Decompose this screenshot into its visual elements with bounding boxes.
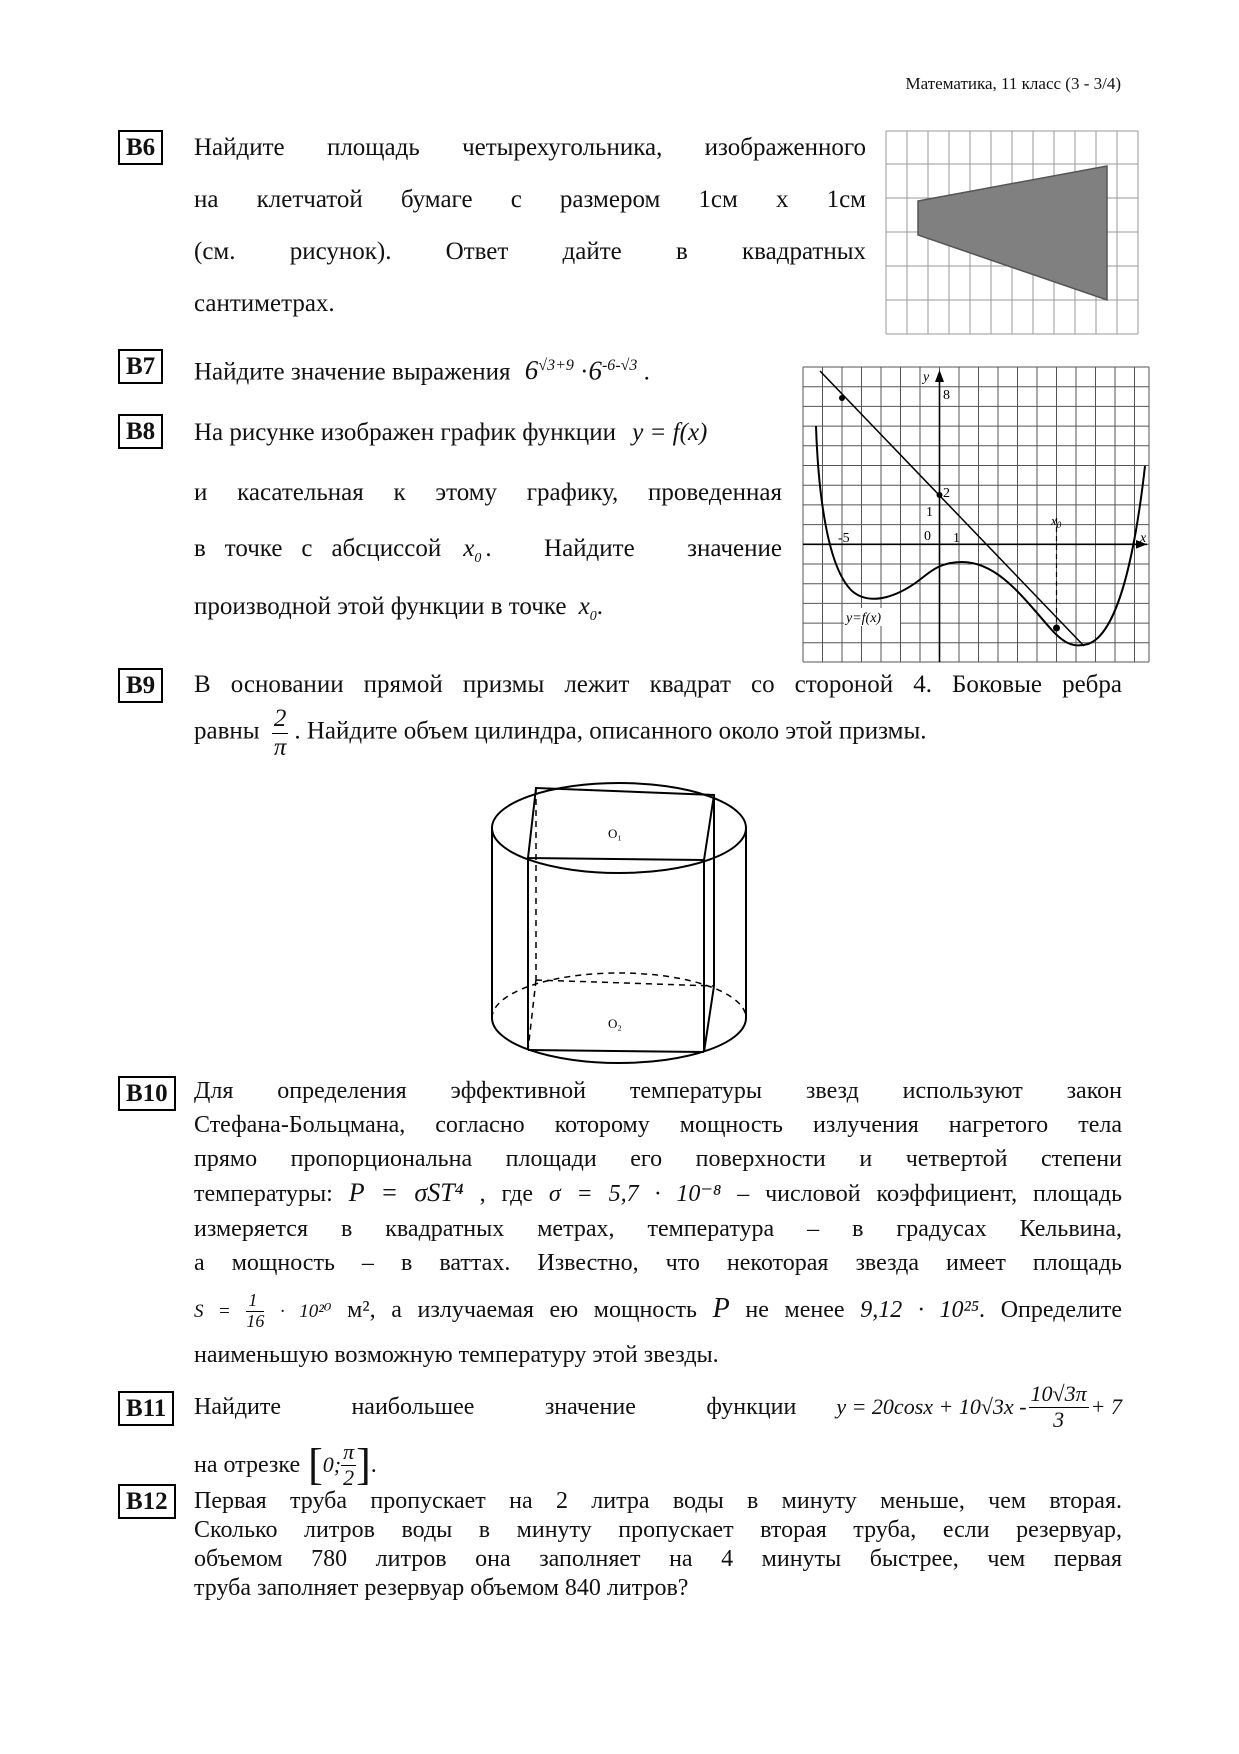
task-b12-text [194,1487,1122,1603]
b7-exp-1: √3+9 [538,357,574,374]
prism-bottom-left-dashed [528,980,536,1050]
b9-frac-num: 2 [273,705,287,732]
b11-interval-a: 0; [322,1452,342,1477]
b10-line-1: Для определения эффективной температуры звезд используют закон [194,1078,1122,1104]
b10-line-6: а мощность – в ваттах. Известно, что некоторая звезда имеет площадь [194,1250,1122,1276]
y-axis-arrow-icon [935,370,944,382]
b10-sigma: σ = 5,7 · 10⁻⁸ [548,1181,722,1207]
b7-exp-2: -6-√3 [601,357,638,374]
b9-line-2-text: равны [194,717,260,745]
task-label-b12: B12 [118,1484,176,1519]
cylinder-bottom-back-dashed [492,973,746,1018]
b10-line-4-b: , где [479,1181,533,1207]
b6-line-4: сантиметрах. [194,290,335,317]
b10-s-post: · 10²⁰ [280,1301,332,1322]
center-label-o1: O₁ [608,826,622,841]
tangent-line [820,371,1084,646]
task-b8-text [194,408,782,636]
b9-fraction [272,705,289,761]
b10-line-2: Стефана-Больцмана, согласно которому мощность излучения нагретого тела [194,1112,1122,1138]
task-b6-text [194,122,866,330]
b7-base-2: 6 [588,355,602,386]
b11-end: . [370,1451,377,1478]
b10-unit: м² [347,1297,370,1323]
b11-func-frac [1029,1382,1089,1431]
b8-end: . [596,593,604,620]
prism-bottom-front [528,1050,704,1052]
task-label-b8: B8 [118,414,163,449]
b8-x0-sub: 0 [474,551,482,566]
b8-line-3-text: в точке с абсциссой [194,535,442,562]
b10-line-3: прямо пропорциональна площади его поверхности и четвертой степени [194,1146,1122,1172]
prism-bottom-back-dashed [536,980,714,986]
b11-interval-frac [341,1440,356,1489]
b8-line-1-text: На рисунке изображен график функции [194,419,616,446]
b10-line-7 [194,1280,1122,1338]
b10-line-4 [194,1176,1122,1212]
tick-label-y8: 8 [943,388,950,403]
b11-interval-num: π [343,1439,355,1465]
cylinder-prism-figure [486,778,752,1070]
b11-func-post: + 7 [1090,1394,1122,1419]
b11-func-num: 10√3π [1030,1381,1087,1407]
tick-label-origin: 0 [924,529,931,544]
b9-line-1: В основании прямой призмы лежит квадрат со стороной 4. Боковые ребра [194,671,1122,698]
b8-x0 [463,520,481,578]
tick-label-y2: 2 [943,486,950,501]
prism-bottom-right [704,986,714,1052]
b7-question: Найдите значение выражения [194,358,511,386]
b6-line-2: на клетчатой бумаге с размером 1см х 1см [194,186,866,213]
task-b7-text [194,346,650,392]
b8-line-1 [194,408,782,466]
page-header: Математика, 11 класс (3 - 3/4) [905,74,1121,93]
task-label-b9: B9 [118,668,163,703]
b12-line-4: труба заполняет резервуар объемом 840 литров? [194,1575,689,1601]
b10-line-7-a: , а излучаемая ею мощность [369,1297,697,1323]
b11-bracket-right: ] [356,1440,371,1489]
task-label-b6: B6 [118,130,163,165]
b6-line-3: (см. рисунок). Ответ дайте в квадратных [194,238,866,265]
task-b10-text [194,1074,1122,1374]
b10-line-4-a: температуры: [194,1181,333,1207]
x-axis-label: x [1140,531,1147,546]
task-b9-text [194,665,1122,761]
b11-interval-den: 2 [343,1464,355,1490]
b8-x0-var: x [463,535,475,562]
b8-line-4-text: производной этой функции в точке [194,593,567,620]
b7-base-1: 6 [524,355,539,386]
b10-s-num: 1 [246,1291,264,1312]
b10-line-8: наименьшую возможную температуру этой звезды. [194,1342,719,1368]
b8-func: y = f(x) [632,419,708,446]
b8-line-4 [194,578,782,636]
b11-question: Найдите наибольшее значение функции [194,1393,797,1420]
prism-top-face [528,788,714,860]
grid-figure-b6 [885,130,1141,336]
x0-tick-label: $x_0$ [1051,513,1062,530]
b11-func-den: 3 [1053,1406,1065,1432]
tick-label-x1: 1 [953,531,960,546]
b10-line-7-c: . Определите [979,1297,1123,1323]
b10-line-7-b: не менее [745,1297,845,1323]
b7-dot: · [580,358,589,386]
b9-line-2-end: . Найдите объем цилиндра, описанного около этой призмы. [294,717,927,745]
b9-frac-den: π [273,733,287,761]
tick-label-xm5: -5 [838,531,850,546]
tangent-point-2 [937,492,943,498]
curve-label: y=f(x) [846,611,882,626]
b7-end: . [643,358,650,386]
task-label-b10: B10 [118,1076,176,1111]
b8-x0-sub-2: 0 [589,609,597,624]
b11-bracket-left: [ [308,1440,323,1489]
b8-x0-var-2: x [578,593,590,620]
b8-line-2: и касательная к этому графику, проведенная [194,479,782,506]
task-b11-text [194,1376,1122,1492]
b12-line-1: Первая труба пропускает на 2 литра воды в минуту меньше, чем вторая. [194,1488,1122,1514]
tangent-point-x0 [1053,625,1060,632]
b11-line-2-text: на отрезке [194,1451,301,1478]
b10-line-4-c: – числовой коэффициент, площадь [737,1181,1123,1207]
function-graph-b8 [802,366,1150,664]
tick-label-y1: 1 [926,505,933,520]
task-label-b7: B7 [118,349,163,384]
b10-line-5: измеряется в квадратных метрах, температура – в градусах Кельвина, [194,1216,1122,1242]
b10-p: P [712,1293,730,1324]
b12-line-3: объемом 780 литров она заполняет на 4 минуты быстрее, чем первая [194,1546,1122,1572]
b10-s-frac [246,1291,264,1332]
tangent-point-1 [839,395,845,401]
b11-func-pre: y = 20cosx + 10√3x - [836,1394,1027,1419]
b10-pval: 9,12 · 10²⁵ [860,1297,980,1323]
b10-s-pre: S = [194,1301,231,1322]
b11-line-2 [194,1438,1122,1492]
b11-line-1 [194,1376,1122,1438]
b8-line-3-end: . Найдите значение [485,535,782,562]
b8-line-3 [194,520,782,578]
b6-line-1: Найдите площадь четырехугольника, изображенного [194,134,866,161]
y-axis-label: y [923,370,930,385]
b9-line-2 [194,705,1122,761]
b10-s-den: 16 [246,1310,265,1331]
task-label-b11: B11 [118,1391,174,1426]
b10-formula: P = σST⁴ [348,1178,464,1207]
b12-line-2: Сколько литров воды в минуту пропускает вторая труба, если резервуар, [194,1517,1122,1543]
center-label-o2: O₂ [608,1016,622,1031]
